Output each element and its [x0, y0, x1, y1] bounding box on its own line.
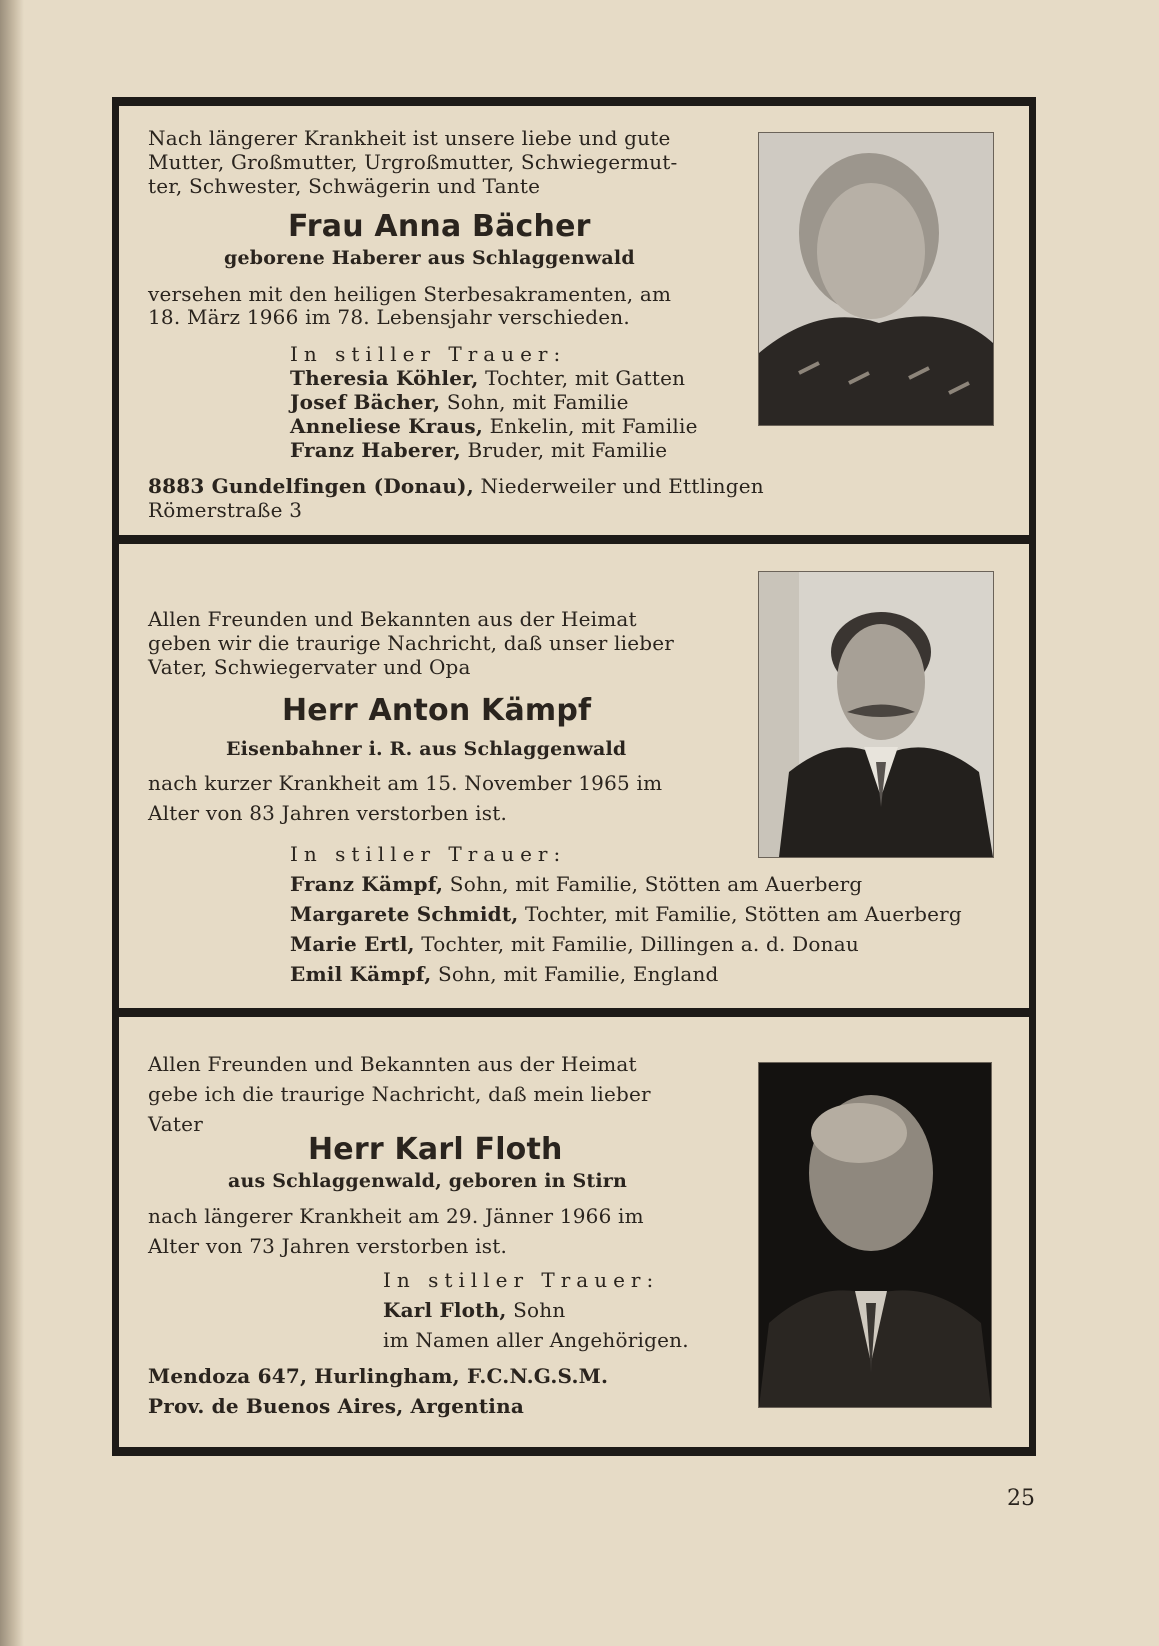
address-line: 8883 Gundelfingen (Donau), Niederweiler und Ettlingen [148, 474, 764, 498]
intro-line: gebe ich die traurige Nachricht, daß mein lieber [148, 1082, 651, 1106]
mourning-heading: In stiller Trauer: [383, 1268, 660, 1292]
right-border [1029, 97, 1036, 1456]
mourner-line: Franz Haberer, Bruder, mit Familie [290, 438, 668, 462]
portrait-photo-karl-floth [758, 1062, 992, 1408]
portrait-photo-anton-kaempf [758, 571, 994, 858]
deceased-subtitle: geborene Haberer aus Schlaggenwald [224, 247, 635, 269]
mourner-line: Margarete Schmidt, Tochter, mit Familie, Stötten am Auerberg [290, 902, 962, 926]
page-number: 25 [1007, 1486, 1035, 1511]
body-line: nach längerer Krankheit am 29. Jänner 1966 im [148, 1204, 644, 1228]
portrait-photo-anna-baecher [758, 132, 994, 426]
top-border [112, 97, 1036, 106]
divider-2 [112, 1008, 1036, 1017]
deceased-name: Herr Karl Floth [308, 1132, 563, 1167]
mourning-heading: In stiller Trauer: [290, 842, 567, 866]
bottom-border [112, 1447, 1036, 1456]
left-border [112, 97, 119, 1456]
book-spine-shadow [0, 0, 24, 1646]
mourner-line: Anneliese Kraus, Enkelin, mit Familie [290, 414, 698, 438]
mourner-line: Franz Kämpf, Sohn, mit Familie, Stötten am Auerberg [290, 872, 863, 896]
body-line: nach kurzer Krankheit am 15. November 1965 im [148, 771, 663, 795]
body-line: Alter von 73 Jahren verstorben ist. [148, 1234, 508, 1258]
intro-line: Mutter, Großmutter, Urgroßmutter, Schwiegermut- [148, 150, 678, 174]
address-line: Römerstraße 3 [148, 498, 303, 522]
address-line: Mendoza 647, Hurlingham, F.C.N.G.S.M. [148, 1364, 609, 1388]
deceased-subtitle: Eisenbahner i. R. aus Schlaggenwald [226, 738, 627, 760]
divider-1 [112, 535, 1036, 544]
mourner-line: Emil Kämpf, Sohn, mit Familie, England [290, 962, 719, 986]
mourner-line: im Namen aller Angehörigen. [383, 1328, 689, 1352]
body-line: versehen mit den heiligen Sterbesakramenten, am [148, 282, 672, 306]
intro-line: Vater, Schwiegervater und Opa [148, 655, 471, 679]
intro-line: Nach längerer Krankheit ist unsere liebe und gute [148, 126, 671, 150]
deceased-name: Herr Anton Kämpf [282, 693, 592, 728]
mourner-line: Theresia Köhler, Tochter, mit Gatten [290, 366, 686, 390]
body-line: 18. März 1966 im 78. Lebensjahr verschieden. [148, 305, 630, 329]
mourner-line: Josef Bächer, Sohn, mit Familie [290, 390, 629, 414]
deceased-subtitle: aus Schlaggenwald, geboren in Stirn [228, 1170, 627, 1192]
intro-line: ter, Schwester, Schwägerin und Tante [148, 174, 541, 198]
intro-line: Allen Freunden und Bekannten aus der Heimat [148, 1052, 637, 1076]
address-line: Prov. de Buenos Aires, Argentina [148, 1394, 524, 1418]
mourning-heading: In stiller Trauer: [290, 342, 567, 366]
intro-line: Vater [148, 1112, 203, 1136]
mourner-line: Karl Floth, Sohn [383, 1298, 566, 1322]
mourner-line: Marie Ertl, Tochter, mit Familie, Dillingen a. d. Donau [290, 932, 859, 956]
intro-line: geben wir die traurige Nachricht, daß unser lieber [148, 631, 675, 655]
intro-line: Allen Freunden und Bekannten aus der Heimat [148, 607, 637, 631]
deceased-name: Frau Anna Bächer [288, 209, 591, 244]
body-line: Alter von 83 Jahren verstorben ist. [148, 801, 508, 825]
